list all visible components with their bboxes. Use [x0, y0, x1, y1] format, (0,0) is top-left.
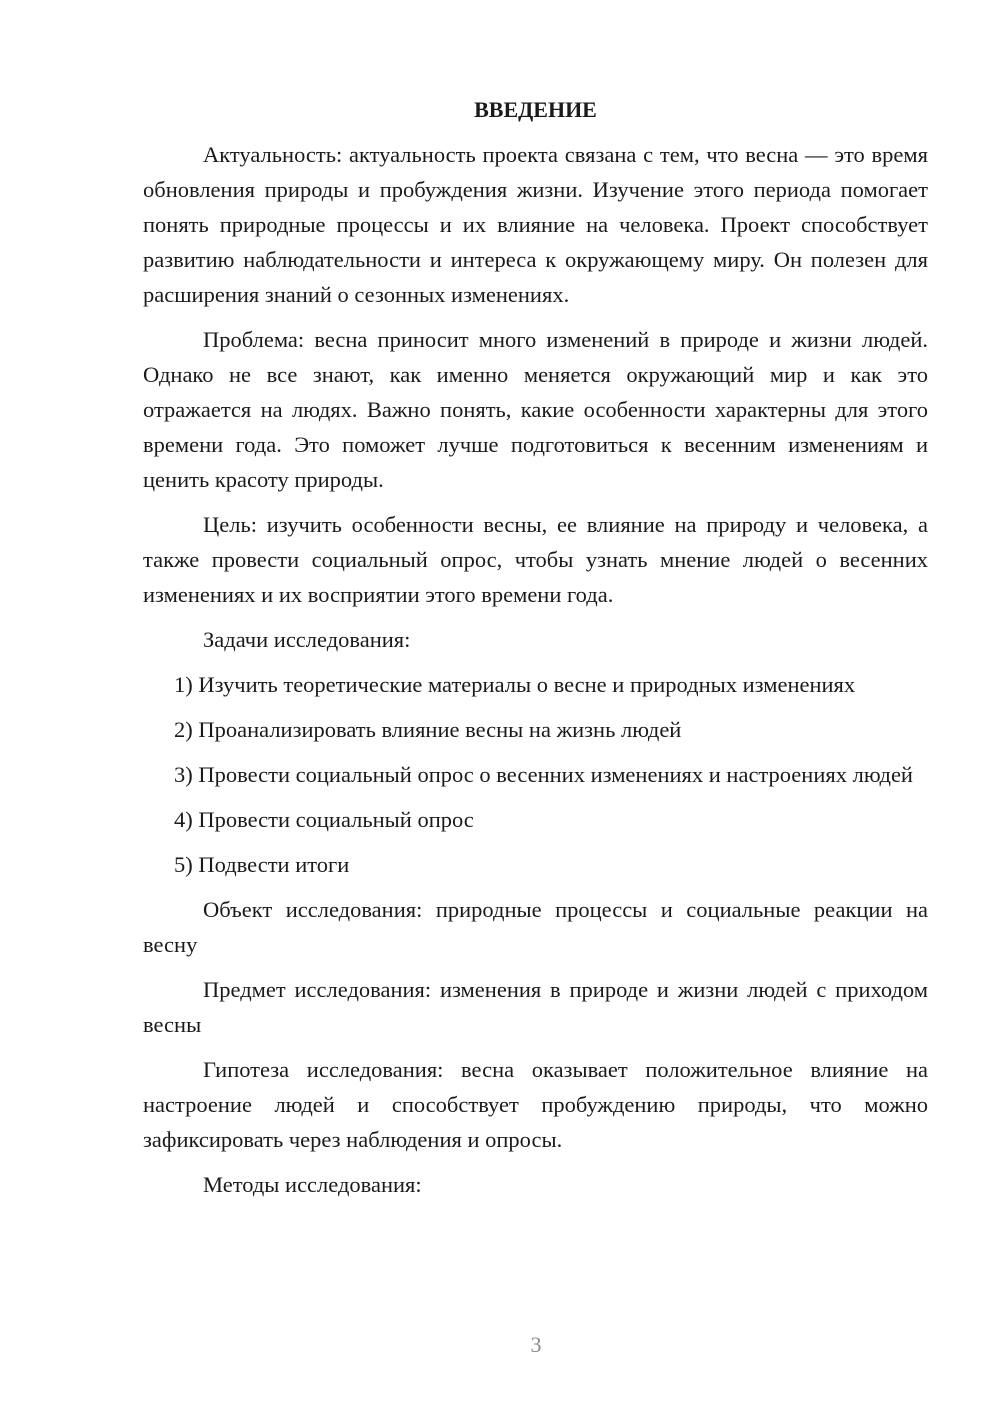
paragraph-subject: Предмет исследования: изменения в природе и жизни людей с приходом весны: [143, 977, 928, 1037]
task-item-1: 1) Изучить теоретические материалы о весне и природных изменениях: [174, 672, 856, 697]
document-page: [143, 92, 928, 1212]
task-item-3: 3) Провести социальный опрос о весенних изменениях и настроениях людей: [174, 762, 913, 787]
paragraph-hypothesis: Гипотеза исследования: весна оказывает положительное влияние на настроение людей и способствует пробуждению природы, что можно зафиксировать через наблюдения и опросы.: [143, 1057, 928, 1152]
task-item-5: 5) Подвести итоги: [174, 852, 350, 877]
section-title: ВВЕДЕНИЕ: [474, 97, 597, 122]
paragraph-problem: Проблема: весна приносит много изменений в природе и жизни людей. Однако не все знают, как именно меняется окружающий мир и как это отражается на людях. Важно понять, какие особенности характерны для этого времени года. Это поможет лучше подготовиться к весенним изменениям и ценить красоту природы.: [143, 327, 928, 492]
page-number: 3: [530, 1332, 542, 1357]
paragraph-relevance: Актуальность: актуальность проекта связана с тем, что весна — это время обновления природы и пробуждения жизни. Изучение этого периода помогает понять природные процессы и их влияние на человека. Проект способствует развитию наблюдательности и интереса к окружающему миру. Он полезен для расширения знаний о сезонных изменениях.: [143, 142, 928, 307]
tasks-heading: Задачи исследования:: [203, 627, 411, 652]
task-item-2: 2) Проанализировать влияние весны на жизнь людей: [174, 717, 682, 742]
paragraph-goal: Цель: изучить особенности весны, ее влияние на природу и человека, а также провести социальный опрос, чтобы узнать мнение людей о весенних изменениях и их восприятии этого времени года.: [143, 512, 928, 607]
paragraph-object: Объект исследования: природные процессы и социальные реакции на весну: [143, 897, 928, 957]
methods-heading: Методы исследования:: [203, 1172, 422, 1197]
task-item-4: 4) Провести социальный опрос: [174, 807, 474, 832]
